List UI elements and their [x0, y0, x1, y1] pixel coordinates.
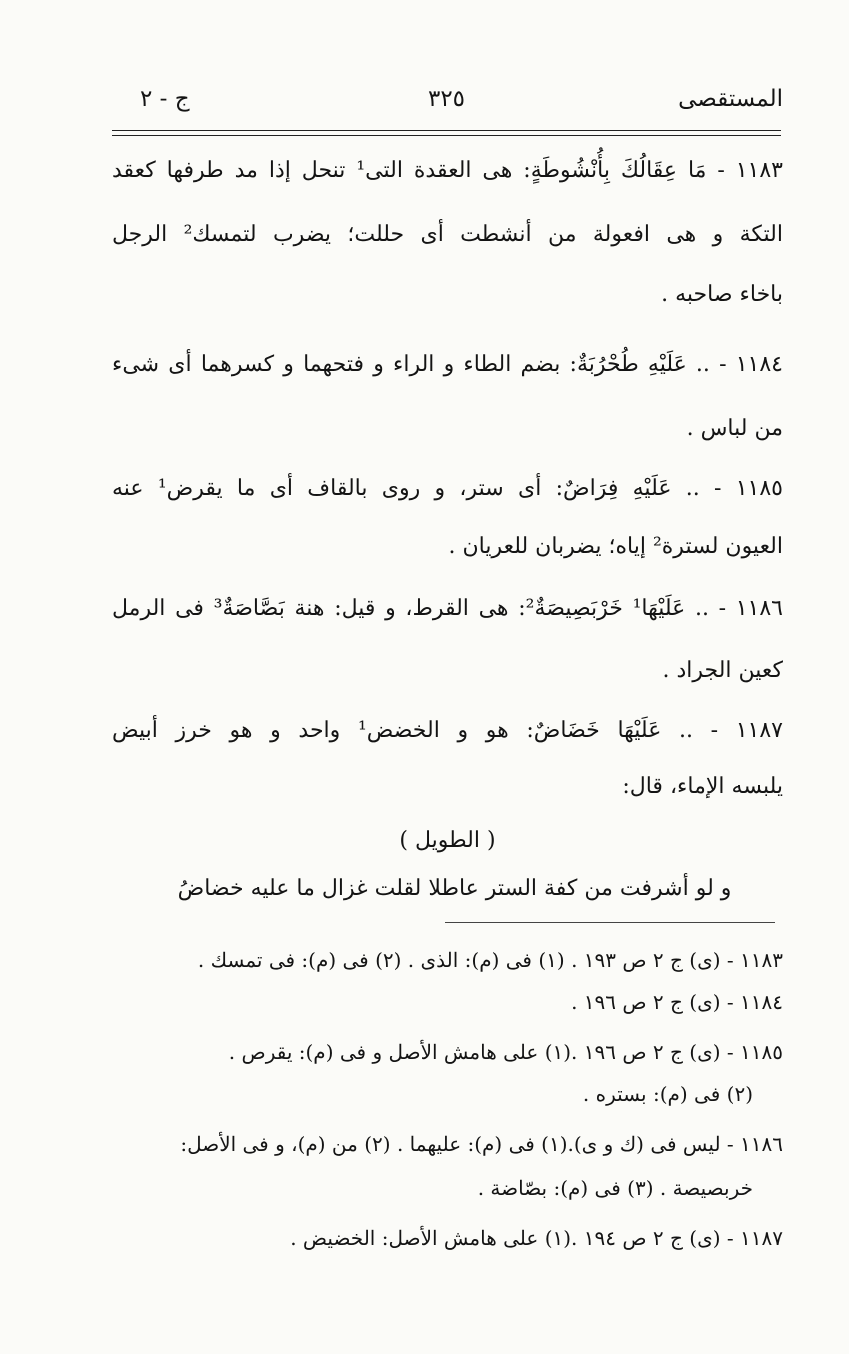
- entry-line: التكة و هى افعولة من أنشطت أى حللت؛ يضرب لتمسك² الرجل: [112, 222, 783, 247]
- header-rule-double: [112, 135, 781, 136]
- verse-meter: ( الطويل ): [399, 828, 496, 853]
- verse-line: و لو أشرفت من كفة الستر عاطلا لقلت غزال ما عليه خضاضُ: [177, 876, 732, 901]
- volume-label: ج - ٢: [140, 86, 190, 112]
- book-title: المستقصى: [678, 86, 783, 112]
- entry-line: باخاء صاحبه .: [661, 282, 783, 307]
- entry-line: يلبسه الإماء، قال:: [622, 774, 783, 799]
- footnote: ١١٨٧ - (ى) ج ٢ ص ١٩٤ .(١) على هامش الأصل: الخضيض .: [290, 1226, 783, 1250]
- entry-line: من لباس .: [686, 416, 783, 441]
- footnote-rule: [445, 922, 775, 923]
- footnote: خربصيصة . (٣) فى (م): بصّاضة .: [477, 1176, 753, 1200]
- footnote: ١١٨٤ - (ى) ج ٢ ص ١٩٦ .: [571, 990, 783, 1014]
- entry-line: ١١٨٤ - .. عَلَيْهِ طُحْرُبَةٌ: بضم الطاء و الراء و فتحهما و كسرهما أى شىء: [112, 352, 783, 377]
- entry-line: كعين الجراد .: [662, 658, 783, 683]
- entry-line: ١١٨٧ - .. عَلَيْهَا خَضَاضٌ: هو و الخضض¹ واحد و هو خرز أبيض: [112, 718, 783, 743]
- footnote: ١١٨٣ - (ى) ج ٢ ص ١٩٣ . (١) فى (م): الذى . (٢) فى (م): فى تمسك .: [197, 948, 783, 972]
- page-number: ٣٢٥: [427, 86, 466, 112]
- entry-line: ١١٨٣ - مَا عِقَالُكَ بِأُنْشُوطَةٍ: هى العقدة التى¹ تنحل إذا مد طرفها كعقد: [112, 158, 783, 183]
- footnote: ١١٨٦ - ليس فى (ك و ى).(١) فى (م): عليهما . (٢) من (م)، و فى الأصل:: [180, 1132, 783, 1156]
- entry-line: العيون لسترة² إياه؛ يضربان للعريان .: [448, 534, 783, 559]
- entry-line: ١١٨٦ - .. عَلَيْهَا¹ خَرْبَصِيصَةٌ²: هى القرط، و قيل: هنة بَصَّاصَةٌ³ فى الرمل: [112, 596, 783, 621]
- header-rule: [112, 130, 781, 131]
- entry-line: ١١٨٥ - .. عَلَيْهِ فِرَاضٌ: أى ستر، و روى بالقاف أى ما يقرض¹ عنه: [112, 476, 783, 501]
- footnote: (٢) فى (م): بستره .: [582, 1082, 753, 1106]
- footnote: ١١٨٥ - (ى) ج ٢ ص ١٩٦ .(١) على هامش الأصل و فى (م): يقرص .: [228, 1040, 783, 1064]
- page-header: [110, 86, 783, 126]
